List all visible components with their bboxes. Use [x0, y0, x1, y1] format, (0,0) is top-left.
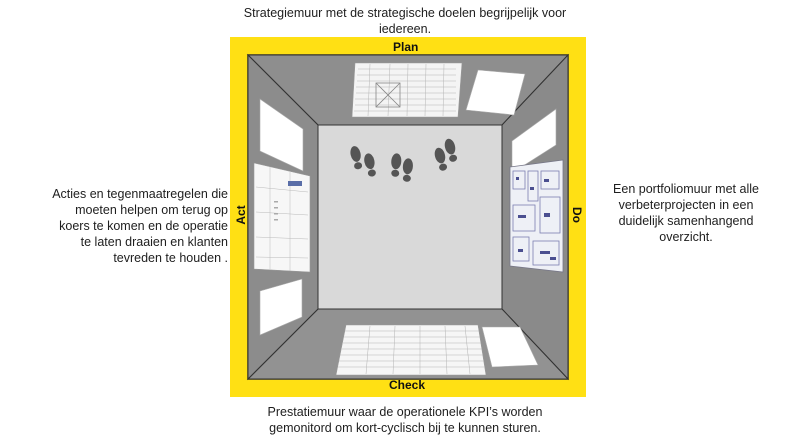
wall-label-do: Do: [570, 207, 584, 223]
check-kpi-board: [336, 325, 486, 375]
caption-do-wall: Een portfoliomuur met alle verbeterprojecten in een duidelijk samenhangend overzicht.: [613, 182, 759, 244]
act-actions-board: [254, 163, 310, 272]
caption-act-wall: Acties en tegenmaatregelen die moeten helpen om terug op koers te komen en de operatie te laten draaien en klanten tevreden te houden .: [52, 187, 228, 265]
wall-label-plan: Plan: [393, 40, 419, 54]
floor: [318, 125, 502, 309]
do-portfolio-board: [510, 160, 563, 272]
caption-plan-wall: Strategiemuur met de strategische doelen begrijpelijk voor iedereen.: [243, 6, 567, 36]
caption-check-wall: Prestatiemuur waar de operationele KPI’s worden gemonitord om kort-cyclisch bij te kunnen sturen.: [267, 405, 543, 435]
plan-strategy-board: [352, 63, 462, 117]
wall-label-check: Check: [389, 378, 426, 392]
wall-label-act: Act: [234, 205, 248, 225]
room-diagram: [230, 37, 586, 397]
